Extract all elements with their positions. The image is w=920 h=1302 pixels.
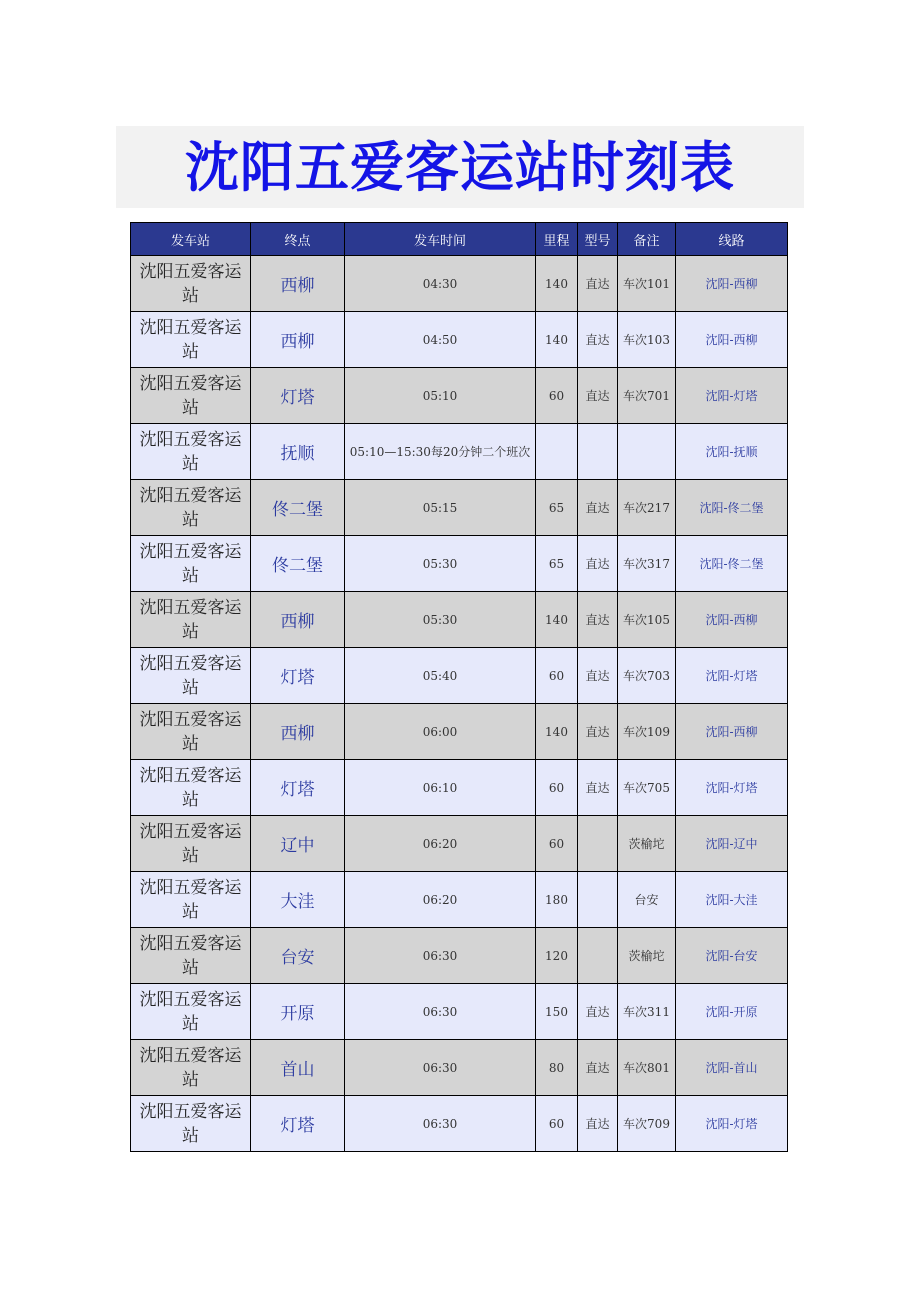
note-cell: 车次701 xyxy=(618,368,676,424)
note-cell: 车次317 xyxy=(618,536,676,592)
destination-cell: 辽中 xyxy=(251,816,345,872)
departure-time-cell: 05:10—15:30每20分钟二个班次 xyxy=(345,424,536,480)
table-row xyxy=(131,816,788,872)
note-cell: 车次103 xyxy=(618,312,676,368)
departure-station-cell: 沈阳五爱客运站 xyxy=(131,592,251,648)
destination-cell: 西柳 xyxy=(251,704,345,760)
destination-cell: 灯塔 xyxy=(251,648,345,704)
bus-type-cell xyxy=(578,816,618,872)
column-header-distance: 里程 xyxy=(536,223,578,256)
distance-cell: 60 xyxy=(536,648,578,704)
departure-station-cell: 沈阳五爱客运站 xyxy=(131,1040,251,1096)
departure-time-cell: 05:10 xyxy=(345,368,536,424)
departure-station-cell: 沈阳五爱客运站 xyxy=(131,760,251,816)
departure-time-cell: 05:40 xyxy=(345,648,536,704)
departure-station-cell: 沈阳五爱客运站 xyxy=(131,312,251,368)
note-cell: 车次105 xyxy=(618,592,676,648)
table-row xyxy=(131,1096,788,1152)
destination-cell: 台安 xyxy=(251,928,345,984)
table-row xyxy=(131,368,788,424)
distance-cell: 120 xyxy=(536,928,578,984)
distance-cell: 140 xyxy=(536,312,578,368)
bus-type-cell xyxy=(578,872,618,928)
distance-cell: 60 xyxy=(536,760,578,816)
departure-station-cell: 沈阳五爱客运站 xyxy=(131,704,251,760)
column-header-destination: 终点 xyxy=(251,223,345,256)
distance-cell: 180 xyxy=(536,872,578,928)
route-cell: 沈阳-辽中 xyxy=(676,816,788,872)
destination-cell: 首山 xyxy=(251,1040,345,1096)
table-row xyxy=(131,928,788,984)
bus-type-cell: 直达 xyxy=(578,592,618,648)
departure-time-cell: 06:30 xyxy=(345,1040,536,1096)
destination-cell: 开原 xyxy=(251,984,345,1040)
departure-time-cell: 06:30 xyxy=(345,1096,536,1152)
table-row xyxy=(131,648,788,704)
distance-cell: 140 xyxy=(536,592,578,648)
departure-station-cell: 沈阳五爱客运站 xyxy=(131,368,251,424)
note-cell: 车次101 xyxy=(618,256,676,312)
distance-cell: 65 xyxy=(536,480,578,536)
bus-type-cell: 直达 xyxy=(578,312,618,368)
table-row xyxy=(131,256,788,312)
departure-time-cell: 06:30 xyxy=(345,928,536,984)
route-cell: 沈阳-西柳 xyxy=(676,256,788,312)
note-cell: 茨榆坨 xyxy=(618,928,676,984)
table-row xyxy=(131,704,788,760)
distance-cell: 60 xyxy=(536,816,578,872)
bus-type-cell: 直达 xyxy=(578,984,618,1040)
route-cell: 沈阳-台安 xyxy=(676,928,788,984)
page-title: 沈阳五爱客运站时刻表 xyxy=(185,135,735,199)
bus-type-cell: 直达 xyxy=(578,536,618,592)
distance-cell: 150 xyxy=(536,984,578,1040)
note-cell: 车次109 xyxy=(618,704,676,760)
departure-time-cell: 05:15 xyxy=(345,480,536,536)
table-row xyxy=(131,984,788,1040)
departure-station-cell: 沈阳五爱客运站 xyxy=(131,1096,251,1152)
route-cell: 沈阳-佟二堡 xyxy=(676,536,788,592)
route-cell: 沈阳-抚顺 xyxy=(676,424,788,480)
departure-station-cell: 沈阳五爱客运站 xyxy=(131,648,251,704)
departure-station-cell: 沈阳五爱客运站 xyxy=(131,480,251,536)
note-cell: 车次703 xyxy=(618,648,676,704)
departure-time-cell: 06:10 xyxy=(345,760,536,816)
route-cell: 沈阳-灯塔 xyxy=(676,1096,788,1152)
bus-type-cell: 直达 xyxy=(578,368,618,424)
departure-time-cell: 04:30 xyxy=(345,256,536,312)
destination-cell: 抚顺 xyxy=(251,424,345,480)
destination-cell: 西柳 xyxy=(251,256,345,312)
destination-cell: 灯塔 xyxy=(251,760,345,816)
table-row xyxy=(131,1040,788,1096)
route-cell: 沈阳-开原 xyxy=(676,984,788,1040)
distance-cell: 140 xyxy=(536,704,578,760)
route-cell: 沈阳-西柳 xyxy=(676,704,788,760)
column-header-type: 型号 xyxy=(578,223,618,256)
destination-cell: 灯塔 xyxy=(251,1096,345,1152)
table-row xyxy=(131,872,788,928)
header-row xyxy=(131,223,788,256)
table-row xyxy=(131,424,788,480)
distance-cell xyxy=(536,424,578,480)
note-cell: 车次217 xyxy=(618,480,676,536)
route-cell: 沈阳-西柳 xyxy=(676,312,788,368)
destination-cell: 佟二堡 xyxy=(251,480,345,536)
departure-station-cell: 沈阳五爱客运站 xyxy=(131,536,251,592)
bus-type-cell: 直达 xyxy=(578,256,618,312)
departure-time-cell: 06:20 xyxy=(345,816,536,872)
route-cell: 沈阳-灯塔 xyxy=(676,368,788,424)
departure-station-cell: 沈阳五爱客运站 xyxy=(131,816,251,872)
departure-time-cell: 05:30 xyxy=(345,592,536,648)
bus-type-cell: 直达 xyxy=(578,648,618,704)
bus-type-cell xyxy=(578,928,618,984)
departure-station-cell: 沈阳五爱客运站 xyxy=(131,928,251,984)
title-band xyxy=(116,126,804,208)
departure-time-cell: 06:30 xyxy=(345,984,536,1040)
note-cell: 车次705 xyxy=(618,760,676,816)
bus-type-cell: 直达 xyxy=(578,704,618,760)
table-row xyxy=(131,480,788,536)
destination-cell: 大洼 xyxy=(251,872,345,928)
departure-time-cell: 05:30 xyxy=(345,536,536,592)
table-row xyxy=(131,592,788,648)
table-row xyxy=(131,760,788,816)
departure-station-cell: 沈阳五爱客运站 xyxy=(131,984,251,1040)
route-cell: 沈阳-西柳 xyxy=(676,592,788,648)
column-header-route: 线路 xyxy=(676,223,788,256)
route-cell: 沈阳-灯塔 xyxy=(676,648,788,704)
note-cell: 台安 xyxy=(618,872,676,928)
departure-station-cell: 沈阳五爱客运站 xyxy=(131,424,251,480)
bus-type-cell: 直达 xyxy=(578,1096,618,1152)
departure-station-cell: 沈阳五爱客运站 xyxy=(131,872,251,928)
bus-type-cell: 直达 xyxy=(578,480,618,536)
note-cell: 茨榆坨 xyxy=(618,816,676,872)
column-header-station: 发车站 xyxy=(131,223,251,256)
route-cell: 沈阳-灯塔 xyxy=(676,760,788,816)
destination-cell: 西柳 xyxy=(251,312,345,368)
note-cell: 车次311 xyxy=(618,984,676,1040)
destination-cell: 灯塔 xyxy=(251,368,345,424)
distance-cell: 140 xyxy=(536,256,578,312)
note-cell xyxy=(618,424,676,480)
note-cell: 车次709 xyxy=(618,1096,676,1152)
destination-cell: 西柳 xyxy=(251,592,345,648)
departure-time-cell: 06:20 xyxy=(345,872,536,928)
note-cell: 车次801 xyxy=(618,1040,676,1096)
distance-cell: 65 xyxy=(536,536,578,592)
bus-type-cell: 直达 xyxy=(578,760,618,816)
distance-cell: 60 xyxy=(536,1096,578,1152)
timetable xyxy=(130,222,788,1152)
table-row xyxy=(131,312,788,368)
departure-station-cell: 沈阳五爱客运站 xyxy=(131,256,251,312)
destination-cell: 佟二堡 xyxy=(251,536,345,592)
distance-cell: 80 xyxy=(536,1040,578,1096)
route-cell: 沈阳-佟二堡 xyxy=(676,480,788,536)
column-header-departure-time: 发车时间 xyxy=(345,223,536,256)
route-cell: 沈阳-首山 xyxy=(676,1040,788,1096)
route-cell: 沈阳-大洼 xyxy=(676,872,788,928)
column-header-note: 备注 xyxy=(618,223,676,256)
table-row xyxy=(131,536,788,592)
departure-time-cell: 04:50 xyxy=(345,312,536,368)
bus-type-cell xyxy=(578,424,618,480)
distance-cell: 60 xyxy=(536,368,578,424)
bus-type-cell: 直达 xyxy=(578,1040,618,1096)
departure-time-cell: 06:00 xyxy=(345,704,536,760)
